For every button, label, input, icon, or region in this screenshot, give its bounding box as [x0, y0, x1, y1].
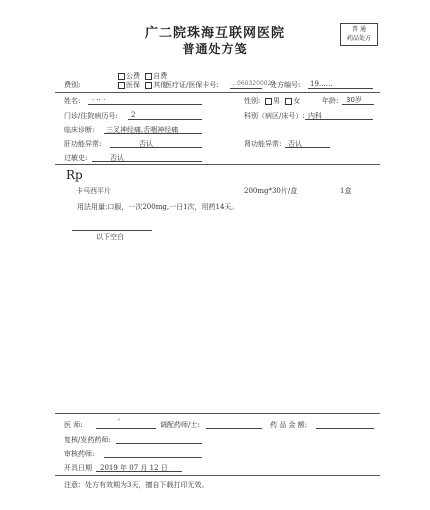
- amount-label: 药 品 金 额:: [270, 421, 308, 429]
- fee-options-bottom: [118, 80, 167, 90]
- gender-female-label: 女: [293, 97, 301, 105]
- patient-divider: [55, 164, 380, 165]
- review-pharmacist-label: 复核/发药药师:: [64, 436, 111, 444]
- dispenser-label: 调配药师/士:: [160, 421, 200, 429]
- gender-male-checkbox[interactable]: [265, 98, 272, 105]
- fee-other-checkbox[interactable]: [145, 82, 152, 89]
- fee-self-label: 自费: [153, 72, 168, 80]
- fee-label: 费别:: [64, 81, 81, 89]
- kidney-function-value: 否认: [288, 140, 302, 148]
- gender-options: [265, 96, 300, 106]
- blank-note: 以下空白: [96, 233, 124, 241]
- prescription-subtitle: 普通处方笺: [182, 42, 248, 56]
- patient-name-label: 姓名:: [64, 97, 81, 105]
- fee-public-checkbox[interactable]: [118, 73, 125, 80]
- doctor-value: ': [118, 418, 120, 426]
- card-number-label: 医疗证/医保卡号:: [165, 81, 219, 89]
- liver-function-label: 肝功能异常:: [64, 140, 102, 148]
- header-divider: [55, 92, 380, 93]
- issue-date-value: 2019 年 07 月 12 日: [100, 464, 168, 472]
- fee-insurance-checkbox[interactable]: [118, 82, 125, 89]
- age-label: 年龄:: [322, 97, 339, 105]
- outpatient-number-value: 2: [131, 111, 136, 119]
- card-number-value: …0603200023: [231, 80, 276, 87]
- stamp-line-1: 普 通: [352, 26, 366, 33]
- rx-number-label: 处方编号:: [270, 81, 301, 89]
- diagnosis-label: 临床诊断:: [64, 126, 95, 134]
- fee-other-label: 其他: [153, 81, 168, 89]
- fee-insurance-label: 医保: [126, 81, 140, 89]
- drug-name: 卡马西平片: [76, 187, 111, 195]
- drug-spec: 200mg*30片/盒: [244, 187, 298, 195]
- department-label: 科别（病区/床号）:: [244, 112, 305, 120]
- validity-note: 注意：处方有效期为3天，擅自下载打印无效。: [64, 481, 209, 489]
- gender-label: 性别:: [244, 97, 261, 105]
- gender-male-label: 男: [273, 97, 280, 105]
- allergy-value: 否认: [110, 154, 124, 162]
- department-value: 内科: [308, 112, 322, 120]
- rx-number-value: 19……: [310, 80, 333, 88]
- footer-divider: [55, 413, 380, 414]
- note-divider: [55, 475, 380, 476]
- issue-date-label: 开具日期: [64, 464, 92, 472]
- hospital-title: 广二院珠海互联网医院: [144, 26, 285, 41]
- allergy-label: 过敏史:: [64, 154, 88, 162]
- gender-female-checkbox[interactable]: [285, 98, 292, 105]
- patient-name-value: · ·· ·: [92, 96, 106, 104]
- drug-quantity: 1盒: [340, 187, 352, 195]
- stamp-line-2: 药品处方: [346, 35, 371, 42]
- age-value: 30岁: [346, 96, 362, 104]
- fee-self-checkbox[interactable]: [145, 73, 152, 80]
- drug-usage: 用法用量:口服，一次200mg,一日1次，用药14天。: [77, 203, 239, 211]
- diagnosis-value: 三叉神经痛,舌咽神经痛: [106, 126, 179, 134]
- doctor-label: 医 师:: [64, 421, 83, 429]
- liver-function-value: 否认: [139, 140, 153, 148]
- audit-pharmacist-label: 审核药师:: [64, 450, 95, 458]
- kidney-function-label: 肾功能异常:: [244, 140, 282, 148]
- outpatient-number-label: 门诊/住院病历号:: [64, 112, 118, 120]
- blank-divider: [72, 230, 152, 231]
- prescription-type-stamp: [340, 23, 378, 46]
- fee-public-label: 公费: [126, 72, 140, 80]
- rx-symbol: Rp: [66, 168, 83, 182]
